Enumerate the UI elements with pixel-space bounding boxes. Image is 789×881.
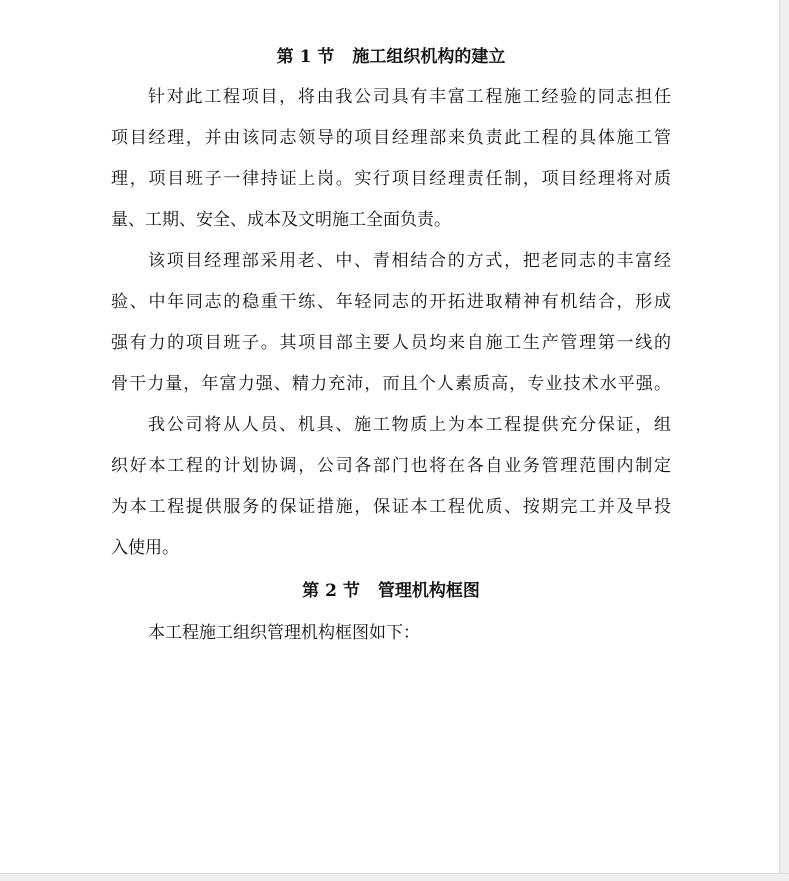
paragraph-line: 为本工程提供服务的保证措施，保证本工程优质、按期完工并及早投: [111, 497, 671, 517]
paragraph-line: 我公司将从人员、机具、施工物质上为本工程提供充分保证，组: [148, 415, 671, 435]
section-1-number: 第 1 节: [276, 47, 335, 67]
page-edge-bottom: [0, 873, 789, 881]
section-2-title: 管理机构框图: [377, 581, 480, 601]
paragraph-2: [111, 241, 671, 405]
section-1-title: 施工组织机构的建立: [352, 47, 506, 67]
paragraph-3: [111, 405, 671, 569]
paragraph-line: 验、中年同志的稳重干练、年轻同志的开拓进取精神有机结合，形成: [111, 292, 671, 312]
document-body: [111, 40, 671, 654]
paragraph-1: [111, 77, 671, 241]
paragraph-line: 强有力的项目班子。其项目部主要人员均来自施工生产管理第一线的: [111, 333, 671, 353]
paragraph-line: 量、工期、安全、成本及文明施工全面负责。: [111, 210, 451, 230]
paragraph-line: 理，项目班子一律持证上岗。实行项目经理责任制，项目经理将对质: [111, 169, 671, 189]
section-2-heading: [111, 574, 671, 609]
paragraph-line: 织好本工程的计划协调，公司各部门也将在各自业务管理范围内制定: [111, 456, 671, 476]
paragraph-line: 该项目经理部采用老、中、青相结合的方式，把老同志的丰富经: [148, 251, 671, 271]
paragraph-line: 本工程施工组织管理机构框图如下：: [148, 623, 420, 643]
section-1-heading: [111, 40, 671, 75]
paragraph-line: 入使用。: [111, 538, 179, 558]
paragraph-4: [111, 613, 671, 654]
section-2-number: 第 2 节: [302, 581, 360, 601]
paragraph-line: 项目经理，并由该同志领导的项目经理部来负责此工程的具体施工管: [111, 128, 671, 148]
paragraph-line: 骨干力量，年富力强、精力充沛，而且个人素质高，专业技术水平强。: [111, 374, 671, 394]
page-edge-right: [779, 0, 789, 881]
paragraph-line: 针对此工程项目，将由我公司具有丰富工程施工经验的同志担任: [148, 87, 671, 107]
